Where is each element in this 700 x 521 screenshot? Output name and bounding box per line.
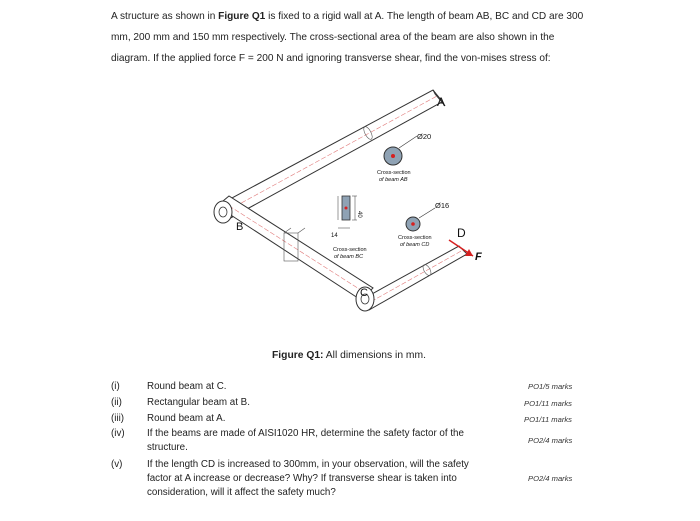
label-a: A — [437, 95, 446, 109]
figure-q1-diagram — [205, 88, 505, 343]
cross-section-bc-label-1: Cross-section — [333, 247, 367, 253]
question-3 — [111, 412, 511, 427]
cross-section-bc-symbol — [338, 196, 357, 228]
dimension-ab-diameter: Ø20 — [417, 132, 432, 141]
intro-prefix: A structure as shown in — [111, 11, 219, 22]
question-text: Rectangular beam at B. — [147, 397, 250, 408]
question-number: (iv) — [111, 428, 125, 439]
cross-section-cd-label-1: Cross-section — [398, 235, 432, 241]
question-4-marks: PO2/4 marks — [528, 436, 573, 445]
beam-cd — [361, 246, 467, 310]
cross-section-ab-label-1: Cross-section — [377, 170, 411, 176]
question-text: If the beams are made of AISI1020 HR, determine the safety factor of the structure. — [147, 428, 464, 453]
dimension-bc-width: 14 — [331, 233, 338, 239]
cross-section-cd-label-2: of beam CD — [400, 242, 430, 248]
question-1-marks: PO1/5 marks — [528, 382, 573, 391]
question-2 — [111, 396, 511, 411]
intro-text: is fixed to a rigid wall at A. The length of beam AB, BC and CD are 300 mm, 200 mm and 150 mm respectively. The cross-sectional area of the beam are also shown in the diagram. If the applied force F = 200 N and ignoring transverse shear, find the von-mises stress of: — [111, 11, 584, 64]
label-b: B — [236, 221, 244, 233]
question-text: Round beam at A. — [147, 413, 226, 424]
label-d: D — [457, 226, 466, 240]
cross-section-ab-symbol — [384, 136, 417, 165]
cross-section-ab-label-2: of beam AB — [379, 177, 408, 183]
question-3-marks: PO1/11 marks — [524, 415, 572, 424]
problem-statement — [111, 6, 591, 69]
label-f: F — [475, 251, 482, 263]
question-5 — [111, 458, 511, 502]
question-5-marks: PO2/4 marks — [528, 474, 573, 483]
question-text: Round beam at C. — [147, 381, 227, 392]
question-4 — [111, 427, 511, 457]
question-number: (v) — [111, 459, 123, 470]
beam-ab — [217, 90, 442, 220]
cross-section-bc-label-2: of beam BC — [334, 254, 364, 260]
question-number: (i) — [111, 381, 120, 392]
joint-b — [214, 201, 232, 223]
question-text: If the length CD is increased to 300mm, in your observation, will the safety factor at A increase or decrease? Why? If transverse shear is taken into consideration, will it affect the safety much? — [147, 459, 469, 498]
question-1 — [111, 380, 511, 395]
question-2-marks: PO1/11 marks — [524, 399, 572, 408]
cross-section-cd-symbol — [406, 208, 435, 231]
dimension-cd-diameter: Ø16 — [435, 201, 450, 210]
label-c: C — [360, 287, 368, 299]
dimension-bc-height: 40 — [356, 211, 362, 218]
caption-label: Figure Q1: — [272, 350, 324, 361]
figure-caption — [272, 350, 426, 361]
caption-text: All dimensions in mm. — [323, 350, 426, 361]
question-number: (ii) — [111, 397, 122, 408]
question-number: (iii) — [111, 413, 125, 424]
figure-reference: Figure Q1 — [218, 11, 266, 22]
